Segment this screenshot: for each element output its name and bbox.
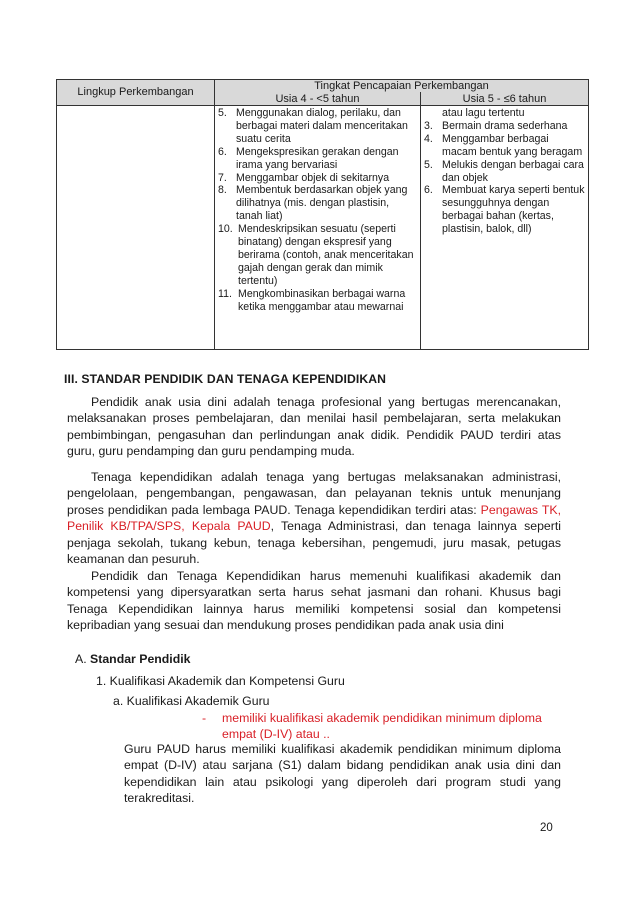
list-item: 6. Membuat karya seperti bentuk sesungguhnya dengan berbagai bahan (kertas, plastisin, balok, dll) <box>424 184 585 236</box>
list-item-continuation: atau lagu tertentu <box>442 107 525 119</box>
col-header-lingkup: Lingkup Perkembangan <box>77 86 194 98</box>
list-item: 5. Melukis dengan berbagai cara dan objek <box>424 158 584 184</box>
list-item: 3. Bermain drama sederhana <box>424 119 568 132</box>
paragraph-tenaga-kependidikan: Tenaga kependidikan adalah tenaga yang bertugas melaksanakan administrasi, pengelolaan, pengembangan, pengawasan, dan pelayanan teknis untuk menunjang proses pendidikan pada lembaga PAUD. Tenaga kependidikan terdiri atas: Pengawas TK, Penilik KB/TPA/SPS, Kepala PAUD, Tenaga Administrasi, dan tenaga lainnya seperti penjaga sekolah, tukang kebun, tenaga kebersihan, pengemudi, juru masak, petugas keamanan dan pesuruh. <box>67 470 562 567</box>
list-item: 7. Menggambar objek di sekitarnya <box>218 171 390 184</box>
subsection-a-heading: A. Standar Pendidik <box>75 652 191 666</box>
bullet-item: - memiliki kualifikasi akademik pendidikan minimum diploma empat (D-IV) atau .. <box>202 711 542 741</box>
list-item: 4. Menggambar berbagai macam bentuk yang beragam <box>424 132 583 158</box>
col-header-tingkat: Tingkat Pencapaian Perkembangan <box>314 80 489 92</box>
col-header-usia-5-6: Usia 5 - ≤6 tahun <box>462 93 547 105</box>
list-item: 8. Membentuk berdasarkan objek yang dilihatnya (mis. dengan plastisin, tanah liat) <box>218 184 408 223</box>
list-item: 10. Mendeskripsikan sesuatu (seperti binatang) dengan ekspresif yang berirama (contoh, anak menceritakan gajah dengan gerak dan mimik tertentu) <box>218 223 414 287</box>
paragraph-guru-paud: Guru PAUD harus memiliki kualifikasi akademik pendidikan minimum diploma empat (D-IV) atau sarjana (S1) dalam bidang pendidikan anak usia dini dan kependidikan lain atau psikologi yang diperoleh dari program studi yang terakreditasi. <box>124 742 561 806</box>
subsection-1-heading: 1. Kualifikasi Akademik dan Kompetensi Guru <box>96 674 345 688</box>
table-col-divider-1 <box>214 79 215 350</box>
section-title: III. STANDAR PENDIDIK DAN TENAGA KEPENDIDIKAN <box>64 372 387 386</box>
paragraph-kualifikasi: Pendidik dan Tenaga Kependidikan harus memenuhi kualifikasi akademik dan kompetensi yang dipersyaratkan serta harus sehat jasmani dan rohani. Khusus bagi Tenaga Kependidikan lainnya harus memiliki kompetensi sosial dan kompetensi kepribadian yang sesuai dan mendukung proses pendidikan pada anak usia dini <box>67 569 561 633</box>
subsection-1a-heading: a. Kualifikasi Akademik Guru <box>113 694 270 708</box>
highlighted-text: Pengawas TK, Penilik KB/TPA/SPS, Kepala PAUD <box>67 502 561 534</box>
table-cell-usia-4-5 <box>218 107 418 314</box>
table-col-divider-2 <box>420 92 421 350</box>
list-item: 6. Mengekspresikan gerakan dengan irama yang bervariasi <box>218 145 399 171</box>
list-item: 5. Menggunakan dialog, perilaku, dan berbagai materi dalam menceritakan suatu cerita <box>218 107 408 145</box>
table-cell-usia-5-6 <box>424 107 586 236</box>
page-number: 20 <box>540 822 553 834</box>
list-item: 11. Mengkombinasikan berbagai warna ketika menggambar atau mewarnai <box>218 287 406 313</box>
paragraph-pendidik: Pendidik anak usia dini adalah tenaga profesional yang bertugas merencanakan, melaksanakan proses pembelajaran, dan menilai hasil pembelajaran, serta melakukan pembimbingan, pengasuhan dan perlindungan anak didik. Pendidik PAUD terdiri atas guru, guru pendamping dan guru pendamping muda. <box>67 395 561 459</box>
col-header-usia-4-5: Usia 4 - <5 tahun <box>275 93 360 105</box>
